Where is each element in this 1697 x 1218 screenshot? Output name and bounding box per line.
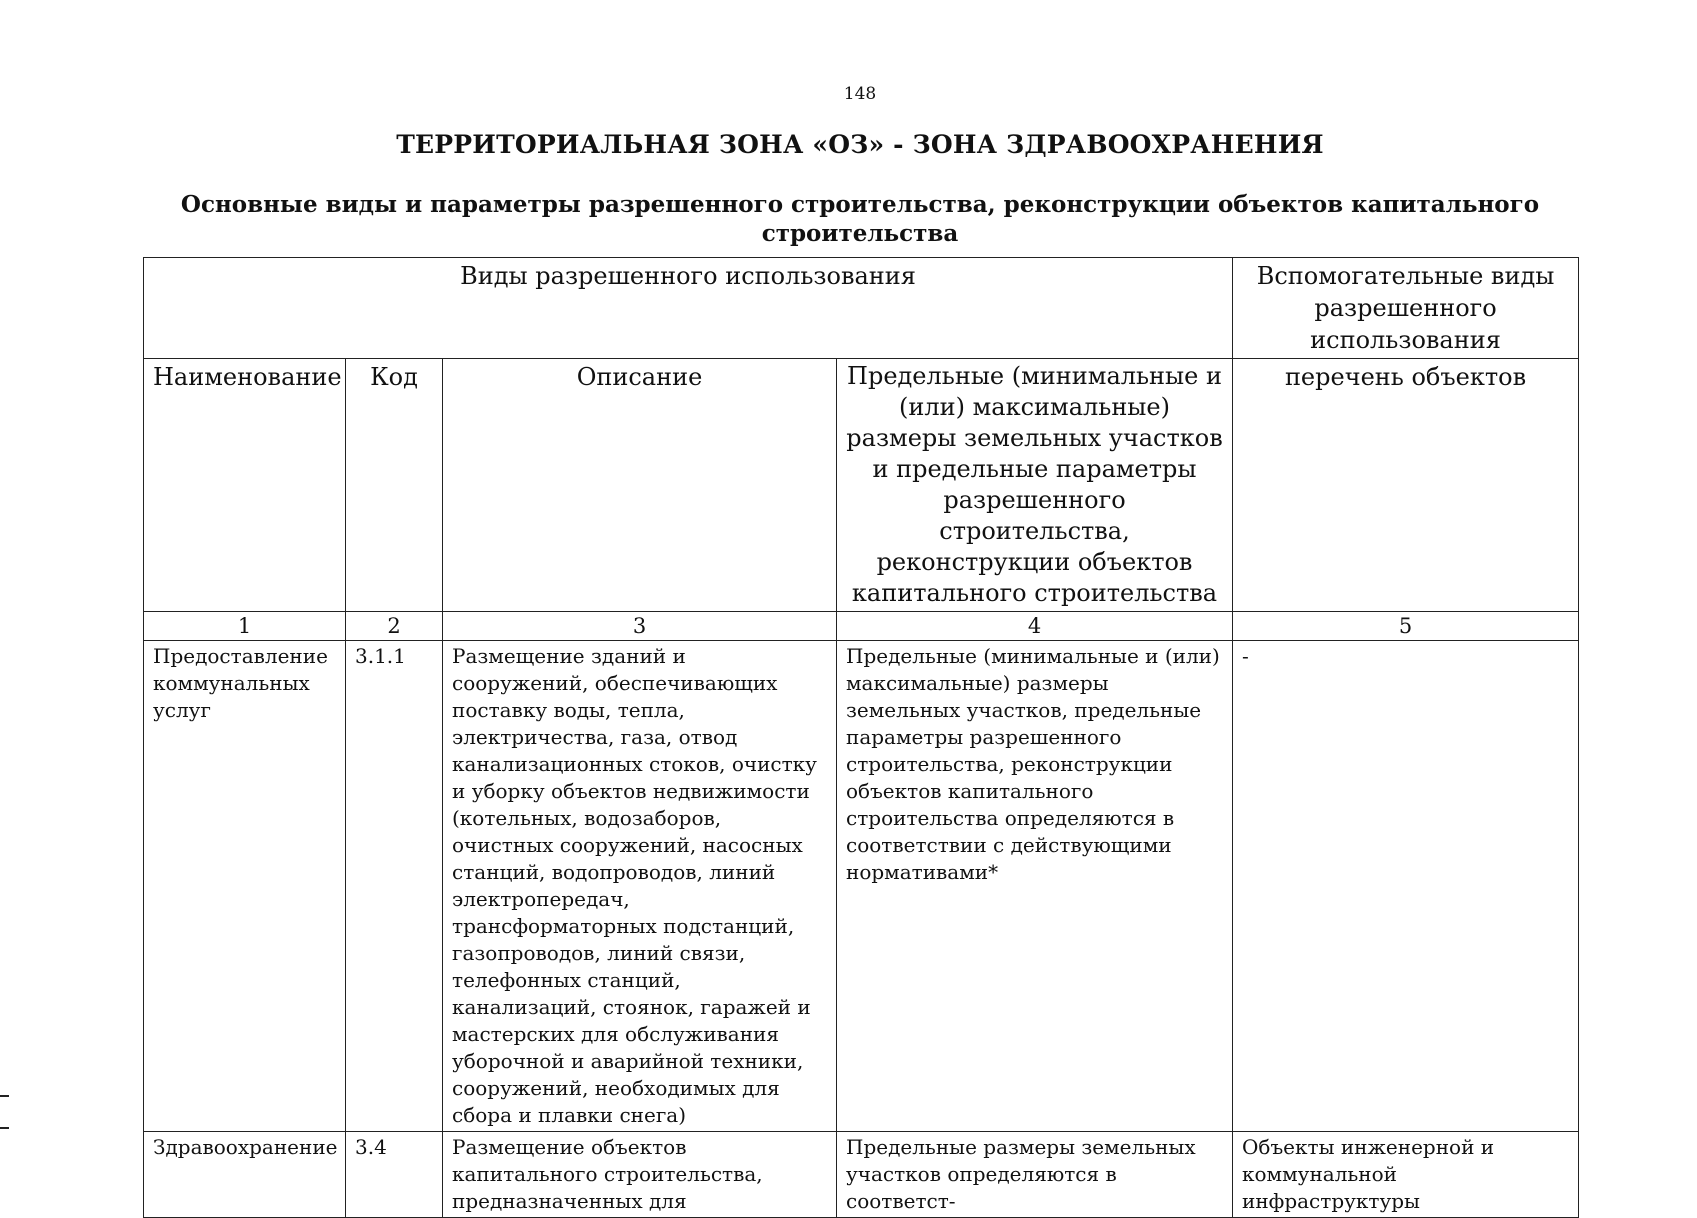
table-column-header-row <box>144 359 1579 612</box>
column-header-limits: Предельные (минимальные и (или) максимальные) размеры земельных участков и предельные параметры разрешенного строительства, реконструкции объектов капитального строительства <box>837 359 1233 612</box>
column-header-objects: перечень объектов <box>1233 359 1579 612</box>
zone-title: ТЕРРИТОРИАЛЬНАЯ ЗОНА «ОЗ» - ЗОНА ЗДРАВООХРАНЕНИЯ <box>396 130 1324 159</box>
table-row <box>144 1132 1579 1218</box>
row-code: 3.4 <box>346 1132 443 1218</box>
row-aux: - <box>1233 641 1579 1132</box>
column-header-description: Описание <box>443 359 837 612</box>
row-limits: Предельные размеры земельных участков определяются в соответст- <box>837 1132 1233 1218</box>
permitted-use-table <box>143 257 1579 1218</box>
row-name: Здравоохранение <box>144 1132 346 1218</box>
group-header-permitted-use: Виды разрешенного использования <box>144 258 1233 359</box>
table-row <box>144 641 1579 1132</box>
row-code: 3.1.1 <box>346 641 443 1132</box>
column-number: 5 <box>1233 612 1579 641</box>
column-number-row <box>144 612 1579 641</box>
section-subtitle: Основные виды и параметры разрешенного строительства, реконструкции объектов капитального строительства <box>180 191 1540 247</box>
row-aux: Объекты инженерной и коммунальной инфраструктуры <box>1233 1132 1579 1218</box>
column-header-code: Код <box>346 359 443 612</box>
row-description: Размещение объектов капитального строительства, предназначенных для <box>443 1132 837 1218</box>
row-description: Размещение зданий и сооружений, обеспечивающих поставку воды, тепла, электричества, газа, отвод канализационных стоков, очистку и уборку объектов недвижимости (котельных, водозаборов, очистных сооружений, насосных станций, водопроводов, линий электропередач, трансформаторных подстанций, газопроводов, линий связи, телефонных станций, канализаций, стоянок, гаражей и мастерских для обслуживания уборочной и аварийной техники, сооружений, необходимых для сбора и плавки снега) <box>443 641 837 1132</box>
column-number: 4 <box>837 612 1233 641</box>
row-limits: Предельные (минимальные и (или) максимальные) размеры земельных участков, предельные параметры разрешенного строительства, реконструкции объектов капитального строительства определяются в соответствии с действующими нормативами* <box>837 641 1233 1132</box>
row-name: Предоставление коммунальных услуг <box>144 641 346 1132</box>
scan-margin-marks <box>0 1095 9 1159</box>
margin-tick <box>0 1095 9 1097</box>
column-number: 3 <box>443 612 837 641</box>
column-header-name: Наименование <box>144 359 346 612</box>
page-number: 148 <box>843 84 877 104</box>
margin-tick <box>0 1127 9 1129</box>
group-header-auxiliary-use: Вспомогательные виды разрешенного использования <box>1233 258 1579 359</box>
table-group-header-row <box>144 258 1579 359</box>
column-number: 1 <box>144 612 346 641</box>
column-number: 2 <box>346 612 443 641</box>
